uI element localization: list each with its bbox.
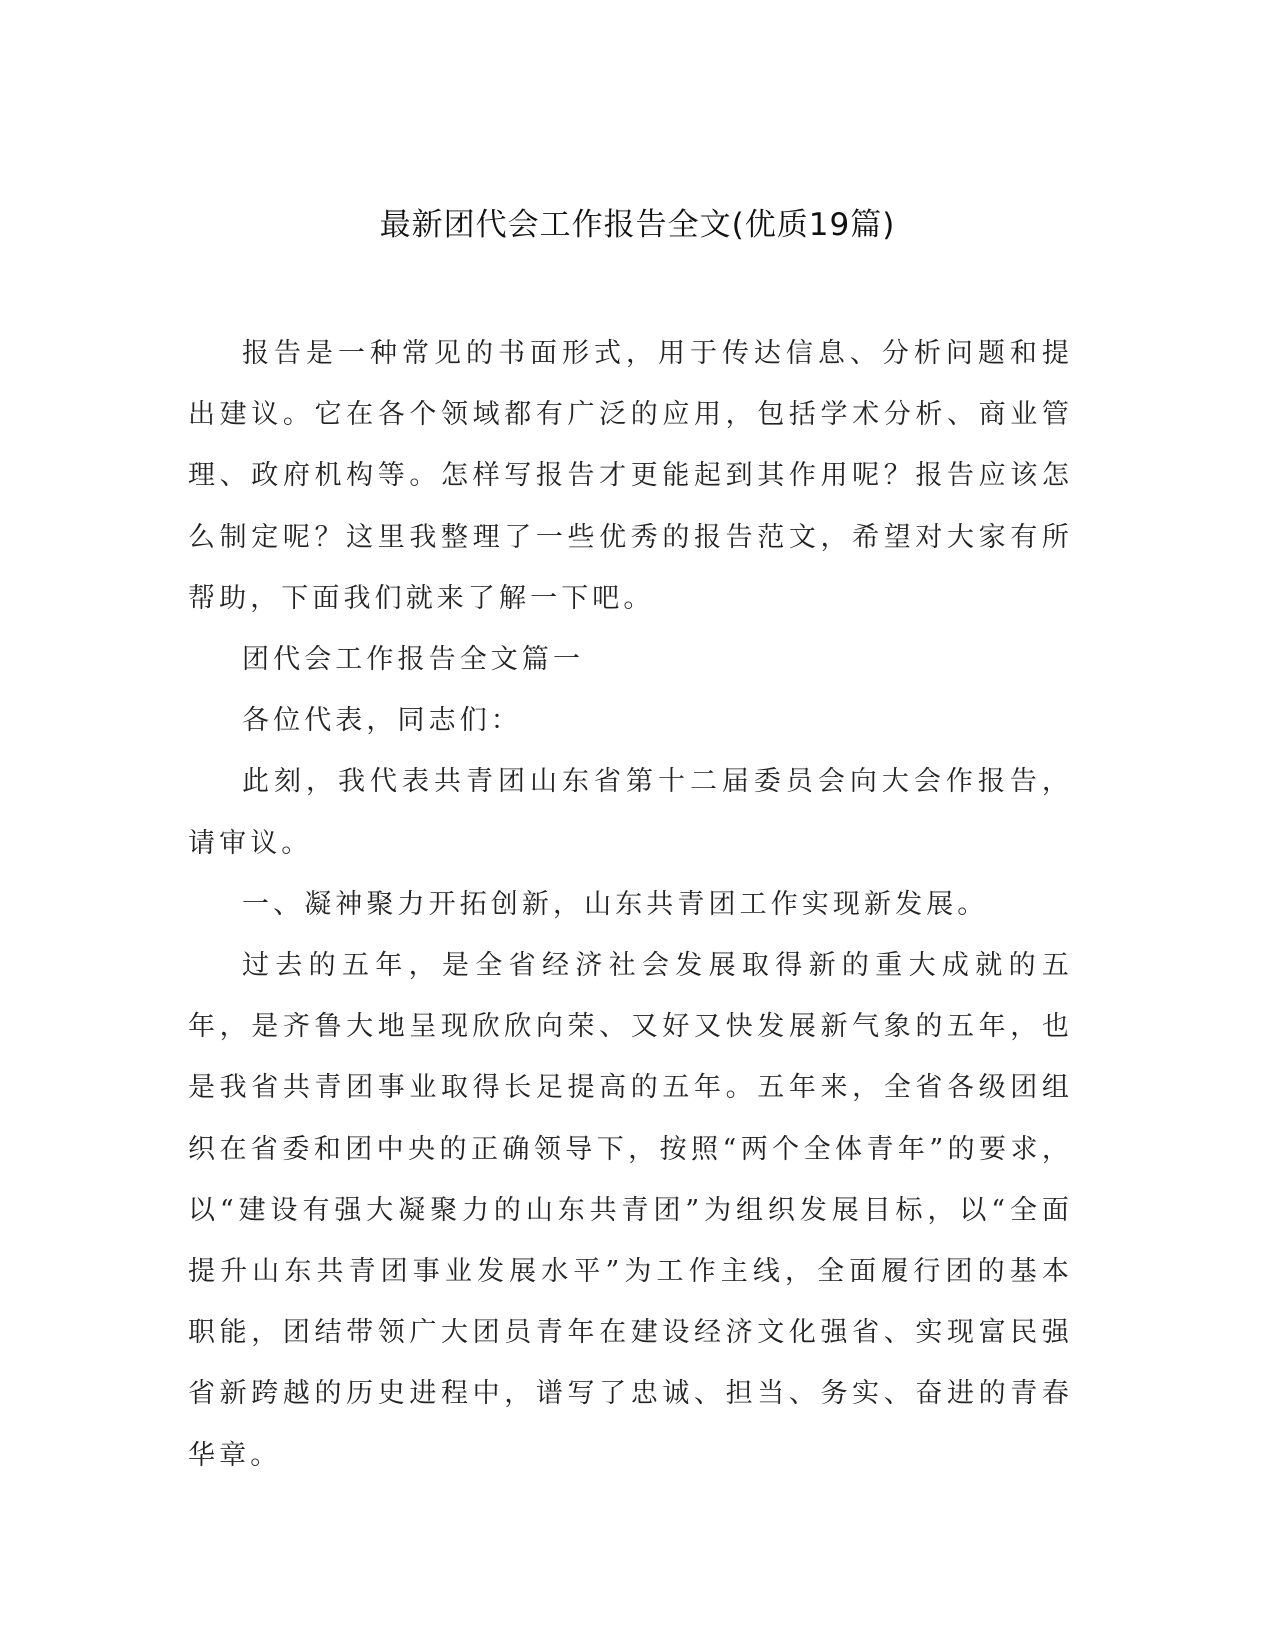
salutation: 各位代表，同志们： [242, 705, 522, 737]
document-body [188, 323, 1073, 1486]
intro-paragraph: 报告是一种常见的书面形式，用于传达信息、分析问题和提出建议。它在各个领域都有广泛的应用，包括学术分析、商业管理、政府机构等。怎样写报告才更能起到其作用呢？报告应该怎么制定呢？这里我整理了一些优秀的报告范文，希望对大家有所帮助，下面我们就来了解一下吧。 [188, 338, 1073, 614]
body-paragraph: 过去的五年，是全省经济社会发展取得新的重大成就的五年，是齐鲁大地呈现欣欣向荣、又好又快发展新气象的五年，也是我省共青团事业取得长足提高的五年。五年来，全省各级团组织在省委和团中央的正确领导下，按照“两个全体青年”的要求，以“建设有强大凝聚力的山东共青团”为组织发展目标，以“全面提升山东共青团事业发展水平”为工作主线，全面履行团的基本职能，团结带领广大团员青年在建设经济文化强省、实现富民强省新跨越的历史进程中，谱写了忠诚、担当、务实、奋进的青春华章。 [188, 950, 1073, 1471]
document-title: 最新团代会工作报告全文(优质19篇) [379, 207, 896, 243]
section-heading: 团代会工作报告全文篇一 [242, 644, 585, 676]
subsection-heading: 一、凝神聚力开拓创新，山东共青团工作实现新发展。 [242, 888, 989, 920]
opening-paragraph: 此刻，我代表共青团山东省第十二届委员会向大会作报告，请审议。 [188, 766, 1073, 859]
